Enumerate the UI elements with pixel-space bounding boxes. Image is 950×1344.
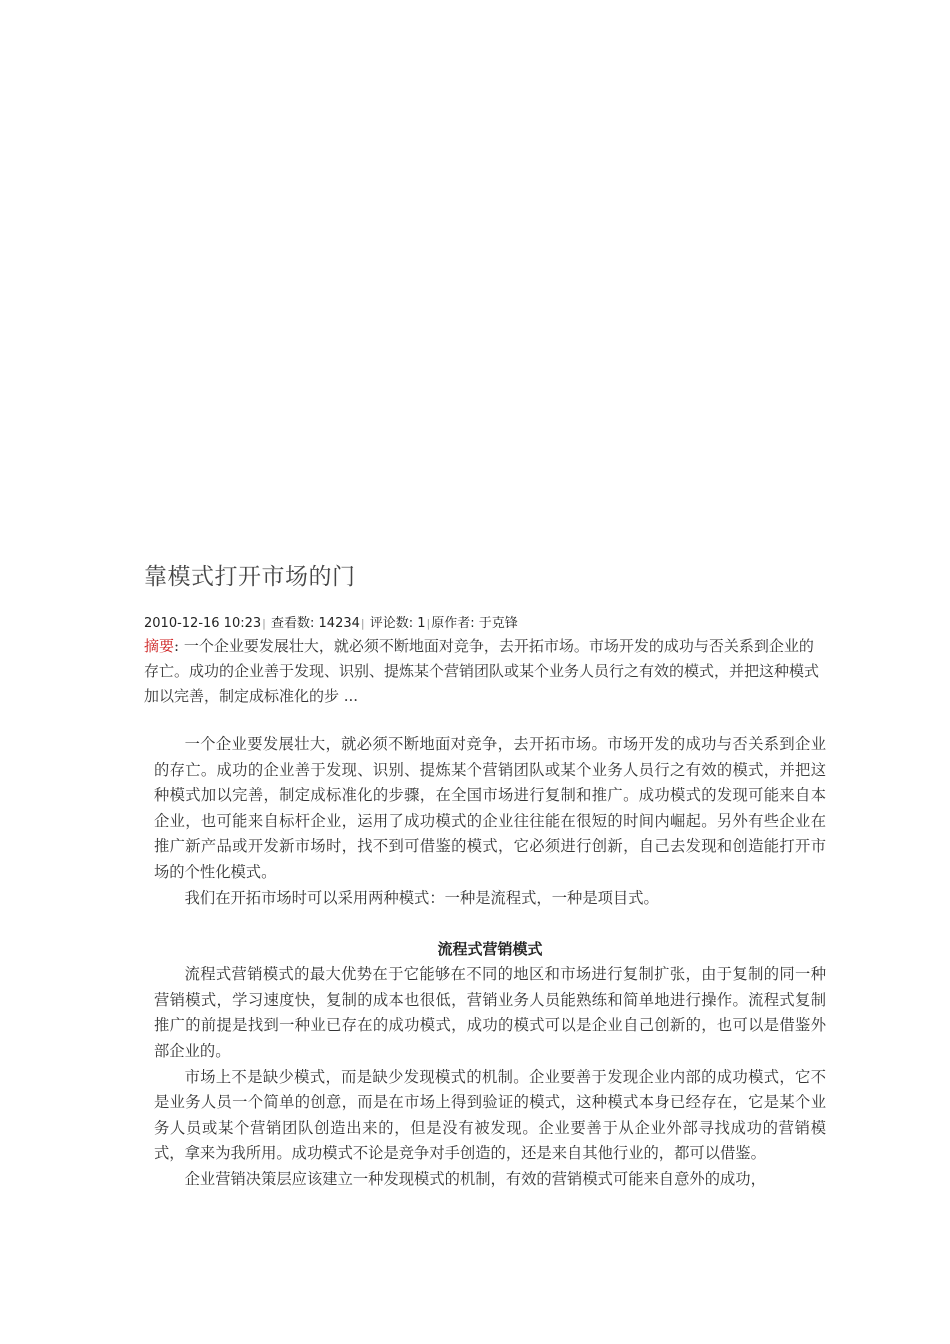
- comments-label: 评论数:: [369, 616, 418, 631]
- article-body: [154, 732, 826, 1193]
- body-paragraph: 一个企业要发展壮大，就必须不断地面对竞争，去开拓市场。市场开发的成功与否关系到企业的存亡。成功的企业善于发现、识别、提炼某个营销团队或某个业务人员行之有效的模式，并把这种模式加以完善，制定成标准化的步骤，在全国市场进行复制和推广。成功模式的发现可能来自本企业，也可能来自标杆企业，运用了成功模式的企业往往能在很短的时间内崛起。另外有些企业在推广新产品或开发新市场时，找不到可借鉴的模式，它必须进行创新，自己去发现和创造能打开市场的个性化模式。: [154, 735, 826, 881]
- author-label: 原作者:: [431, 616, 479, 631]
- meta-separator: |: [360, 617, 365, 630]
- article-summary: [144, 634, 824, 709]
- article-meta: [144, 612, 844, 631]
- article-title: 靠模式打开市场的门: [144, 564, 356, 590]
- views-count: 14234: [318, 616, 360, 631]
- meta-separator: |: [426, 617, 431, 630]
- meta-separator: |: [262, 617, 266, 630]
- summary-label: 摘要: [144, 637, 175, 655]
- author-name: 于克锋: [478, 616, 518, 631]
- paragraph-spacer: [154, 911, 826, 936]
- section-paragraph: 流程式营销模式的最大优势在于它能够在不同的地区和市场进行复制扩张，由于复制的同一种营销模式，学习速度快，复制的成本也很低，营销业务人员能熟练和简单地进行操作。流程式复制推广的前提是找到一种业已存在的成功模式，成功的模式可以是企业自己创新的，也可以是借鉴外部企业的。: [154, 965, 826, 1060]
- comments-count: 1: [417, 616, 426, 631]
- section-paragraph: 市场上不是缺少模式，而是缺少发现模式的机制。企业要善于发现企业内部的成功模式，它不是业务人员一个简单的创意，而是在市场上得到验证的模式，这种模式本身已经存在，它是某个业务人员或某个营销团队创造出来的，但是没有被发现。企业要善于从企业外部寻找成功的营销模式，拿来为我所用。成功模式不论是竞争对手创造的，还是来自其他行业的，都可以借鉴。: [154, 1067, 826, 1163]
- views-label: 查看数:: [271, 616, 319, 631]
- summary-text: : 一个企业要发展壮大，就必须不断地面对竞争，去开拓市场。市场开发的成功与否关系到企业的存亡。成功的企业善于发现、识别、提炼某个营销团队或某个业务人员行之有效的模式，并把这种模式加以完善，制定成标准化的步 ...: [144, 637, 820, 705]
- body-paragraph: 我们在开拓市场时可以采用两种模式：一种是流程式，一种是项目式。: [184, 888, 659, 907]
- post-datetime: 2010-12-16 10:23: [144, 616, 262, 631]
- section-paragraph: 企业营销决策层应该建立一种发现模式的机制，有效的营销模式可能来自意外的成功，: [184, 1169, 766, 1188]
- section-heading: 流程式营销模式: [437, 940, 543, 959]
